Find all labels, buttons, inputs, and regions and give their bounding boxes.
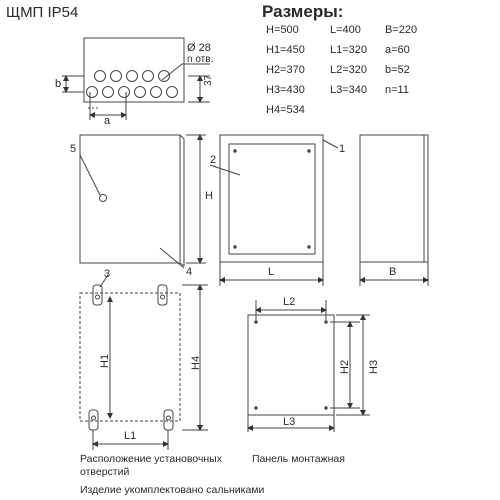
caption-mounting-panel: Панель монтажная xyxy=(252,453,345,465)
dim-B-label: B xyxy=(389,266,397,278)
param-H2: H2=370 xyxy=(266,64,305,76)
dim-L-label: L xyxy=(268,266,275,278)
param-a: a=60 xyxy=(385,44,410,56)
lock-hole xyxy=(100,195,107,202)
dim-37-label: 37 xyxy=(203,74,214,86)
caption-glands-note: Изделие укомплектовано сальниками xyxy=(80,484,265,496)
cabinet-body xyxy=(220,135,323,262)
front-view xyxy=(80,135,206,268)
cable-gland-hole xyxy=(151,87,162,98)
cable-gland-hole xyxy=(103,87,114,98)
mounting-panel-outline xyxy=(248,315,334,415)
dim-L2-label: L2 xyxy=(283,296,296,308)
caption-mounting-holes-line2: отверстий xyxy=(80,466,130,478)
hole-diameter-label: Ø 28 xyxy=(187,42,211,54)
param-n: n=11 xyxy=(385,84,409,96)
param-H1: H1=450 xyxy=(266,44,305,56)
cable-gland-hole xyxy=(119,87,130,98)
callout-4: 4 xyxy=(186,266,193,278)
dim-a-label: a xyxy=(104,115,111,127)
cable-gland-hole xyxy=(135,87,146,98)
cable-gland-hole xyxy=(143,71,154,82)
mounting-bracket-bottom-left xyxy=(89,410,98,430)
param-L3: L3=340 xyxy=(330,84,368,96)
param-H4: H4=534 xyxy=(266,104,305,116)
param-L2: L2=320 xyxy=(330,64,368,76)
product-title: ЩМП IP54 xyxy=(6,4,79,21)
mounting-bracket-top-right xyxy=(158,285,167,305)
callout-3: 3 xyxy=(104,268,111,280)
side-view xyxy=(360,135,428,286)
cable-gland-hole xyxy=(159,71,170,82)
callout-2: 2 xyxy=(210,154,217,166)
cable-gland-hole xyxy=(127,71,138,82)
dim-L3-label: L3 xyxy=(283,416,296,428)
dim-b-label: b xyxy=(55,78,62,90)
top-view-outline xyxy=(84,38,184,102)
dim-H-label: H xyxy=(205,190,213,202)
param-L1: L1=320 xyxy=(330,44,368,56)
param-L: L=400 xyxy=(330,24,361,36)
param-b: b=52 xyxy=(385,64,410,76)
open-cabinet-view xyxy=(210,135,338,286)
rear-view-outline xyxy=(80,293,180,421)
mounting-bracket-bottom-right xyxy=(164,410,173,430)
param-H: H=500 xyxy=(266,24,299,36)
param-B: B=220 xyxy=(385,24,418,36)
front-view-outline xyxy=(80,135,180,263)
cable-gland-hole xyxy=(87,87,98,98)
cable-gland-hole xyxy=(167,87,178,98)
dim-H1-label: H1 xyxy=(99,353,111,368)
dim-L1-label: L1 xyxy=(124,430,137,442)
hole-count-label: n отв. xyxy=(187,54,214,65)
dim-H3-label: H3 xyxy=(368,359,380,374)
mounting-panel-view xyxy=(248,300,370,432)
dim-H2-label: H2 xyxy=(339,359,351,374)
callout-1: 1 xyxy=(339,143,346,155)
mounting-panel-inner xyxy=(229,144,315,254)
caption-mounting-holes-line1: Расположение установочных xyxy=(80,453,222,465)
param-H3: H3=430 xyxy=(266,84,305,96)
sizes-heading: Размеры: xyxy=(262,2,344,21)
dim-H4-label: H4 xyxy=(190,355,202,370)
cable-gland-hole xyxy=(95,71,106,82)
callout-5: 5 xyxy=(70,143,77,155)
cable-gland-hole xyxy=(111,71,122,82)
mounting-bracket-top-left xyxy=(93,285,102,305)
side-view-outline xyxy=(360,135,428,262)
